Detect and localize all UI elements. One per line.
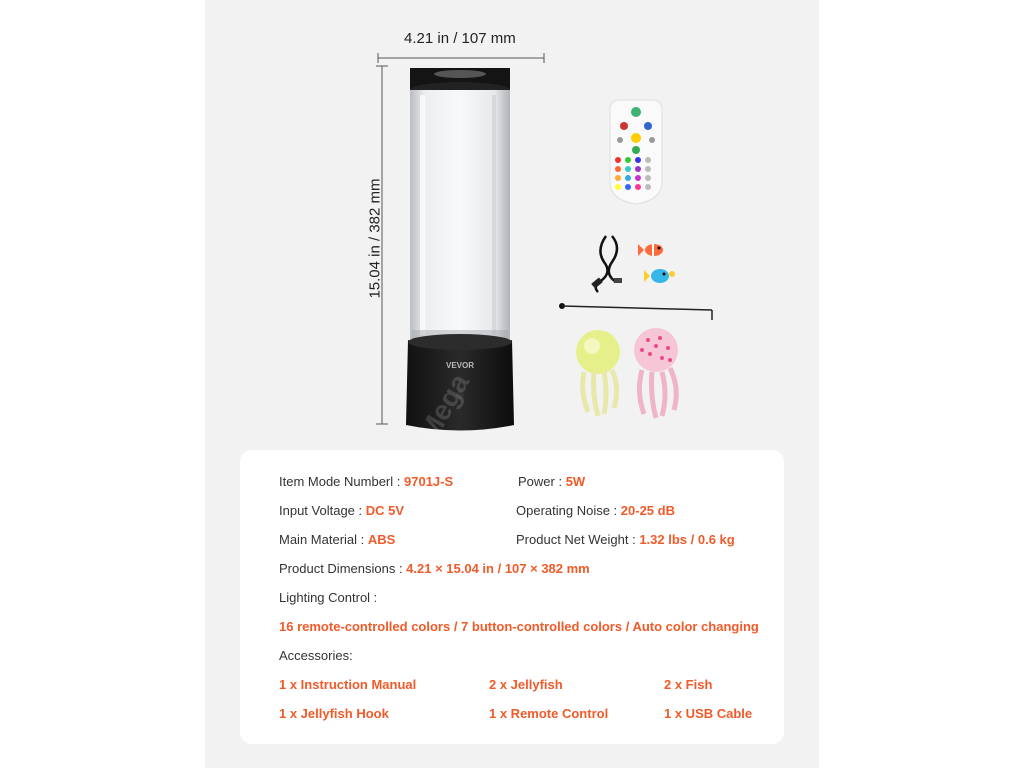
power-label: Power :	[518, 474, 566, 489]
operating-noise-label: Operating Noise :	[516, 503, 621, 518]
net-weight-label: Product Net Weight :	[516, 532, 640, 547]
input-voltage-label: Input Voltage :	[279, 503, 366, 518]
accessory-fish: 2 x Fish	[664, 677, 713, 692]
model-number-label: Item Mode Numberl :	[279, 474, 404, 489]
input-voltage-value: DC 5V	[365, 503, 405, 518]
power-row	[518, 474, 585, 489]
accessory-remote-control: 1 x Remote Control	[489, 706, 609, 721]
accessory-instruction-manual: 1 x Instruction Manual	[279, 677, 417, 692]
net-weight-value: 1.32 lbs / 0.6 kg	[639, 532, 735, 547]
main-material-value: ABS	[367, 532, 396, 547]
accessory-jellyfish-hook: 1 x Jellyfish Hook	[279, 706, 389, 721]
accessory-jellyfish: 2 x Jellyfish	[489, 677, 563, 692]
main-material-row	[279, 532, 395, 547]
net-weight-row	[516, 532, 735, 547]
svg-text:Mega: Mega	[412, 368, 476, 446]
power-value: 5W	[565, 474, 586, 489]
lighting-control-value: 16 remote-controlled colors / 7 button-controlled colors / Auto color changing	[279, 619, 759, 634]
product-dimensions-label: Product Dimensions :	[279, 561, 407, 576]
product-dimensions-value: 4.21 × 15.04 in / 107 × 382 mm	[406, 561, 590, 576]
main-material-label: Main Material :	[279, 532, 368, 547]
operating-noise-value: 20-25 dB	[620, 503, 675, 518]
model-number-value: 9701J-S	[404, 474, 454, 489]
operating-noise-row	[516, 503, 675, 518]
lighting-control-label: Lighting Control :	[279, 590, 378, 605]
model-number-row	[279, 474, 453, 489]
height-dimension-label: 15.04 in / 382 mm	[366, 178, 384, 299]
width-dimension-label: 4.21 in / 107 mm	[404, 30, 516, 47]
input-voltage-row	[279, 503, 404, 518]
product-dimensions-row	[279, 561, 590, 576]
accessory-usb-cable: 1 x USB Cable	[664, 706, 753, 721]
accessories-label: Accessories:	[279, 648, 353, 663]
svg-text:VEVOR: VEVOR	[445, 361, 475, 370]
